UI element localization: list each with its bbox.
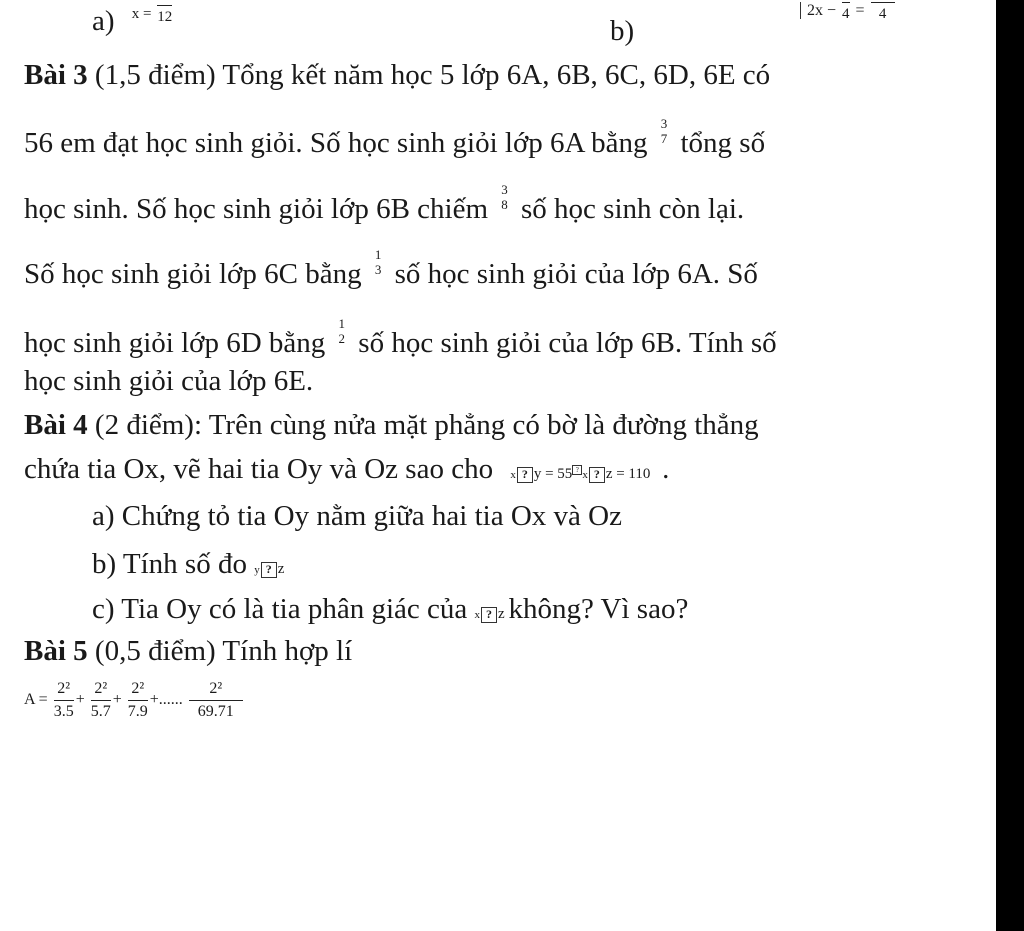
top-b-math — [800, 0, 897, 23]
bai5-term1 — [54, 680, 74, 721]
dots: +...... — [149, 691, 183, 709]
bai3-line6 — [24, 364, 313, 398]
bai5-A: A = — [24, 691, 48, 709]
top-b-bar2 — [871, 2, 895, 3]
right-edge-bar — [996, 0, 1024, 931]
bai4-b-text: b) Tính số đo — [92, 548, 247, 580]
top-a-eq: x = — [131, 6, 152, 22]
bai3-line2 — [24, 116, 766, 160]
bai4-title: Bài 4 — [24, 409, 88, 441]
frac-num: 1 — [374, 247, 382, 263]
angle-x-label: x — [582, 469, 588, 481]
bai3-l5a: học sinh giỏi lớp 6D bằng — [24, 327, 326, 359]
top-b-den1: 4 — [842, 6, 850, 22]
angle-x-label: x — [510, 469, 516, 481]
frac-num: 3 — [660, 116, 668, 132]
top-a-frac — [157, 3, 172, 26]
term-bar — [91, 700, 111, 701]
top-b-frac1 — [842, 0, 850, 23]
bai3-score: (1,5 điểm) Tổng kết năm học 5 lớp 6A, 6B, 6C, 6D, 6E có — [87, 59, 771, 91]
missing-glyph-icon: ? — [261, 562, 277, 578]
angle-xoz-expr — [475, 606, 509, 622]
angle-z-label: z — [498, 606, 505, 622]
angle-x-label: x — [474, 609, 481, 621]
bai3-l2b: tổng số — [680, 127, 766, 159]
top-a — [92, 4, 174, 43]
term-den: 5.7 — [90, 703, 111, 720]
top-b-expr: 2x − — [800, 2, 836, 19]
bai4-c — [92, 592, 688, 632]
term-bar — [128, 700, 148, 701]
frac-den: 2 — [338, 331, 346, 347]
top-b-frac2 — [871, 0, 895, 23]
bai4-a-text: a) Chứng tỏ tia Oy nằm giữa hai tia Ox và Oz — [92, 500, 622, 532]
top-a-label: a) — [92, 5, 115, 37]
plus-sign: + — [112, 691, 122, 709]
bai4-b — [92, 547, 284, 587]
term-num: 2² — [209, 680, 223, 697]
angle-xoy-value: y = 55 — [533, 466, 573, 482]
missing-glyph-icon: ? — [481, 607, 497, 623]
bai3-l2a: 56 em đạt học sinh giỏi. Số học sinh giỏi lớp 6A bằng — [24, 127, 648, 159]
top-a-den: 12 — [157, 9, 173, 26]
term-num: 2² — [131, 680, 145, 697]
bai4-c-text: c) Tia Oy có là tia phân giác của — [92, 593, 468, 625]
fraction-3-7 — [661, 116, 668, 146]
frac-num: 1 — [338, 316, 346, 332]
term-bar — [54, 700, 74, 701]
bai4-a — [92, 499, 622, 533]
frac-den: 8 — [501, 197, 508, 213]
bai4-l2-end: . — [662, 453, 670, 485]
bai3-line3 — [24, 182, 745, 226]
top-b-label: b) — [610, 15, 635, 47]
frac-num: 3 — [501, 182, 508, 198]
term-den: 69.71 — [197, 703, 234, 720]
angle-xoz-value: z = 110 — [605, 466, 651, 482]
top-b-eq: = — [855, 2, 865, 20]
top-b-den2: 4 — [878, 6, 887, 22]
fraction-1-3 — [375, 247, 382, 277]
bai5-expression — [24, 680, 245, 721]
bai5-title: Bài 5 — [24, 635, 88, 667]
bai3-l4a: Số học sinh giỏi lớp 6C bằng — [24, 258, 362, 290]
missing-glyph-icon: ? — [517, 467, 533, 483]
top-b — [610, 14, 634, 48]
bai5-term2 — [91, 680, 111, 721]
term-num: 2² — [94, 680, 108, 697]
bai5-score: (0,5 điểm) Tính hợp lí — [87, 635, 353, 667]
angle-z-label: z — [277, 561, 285, 577]
angle-xoy-expr — [510, 466, 654, 482]
bai4-line1 — [24, 408, 759, 442]
term-num: 2² — [57, 680, 71, 697]
term-bar — [189, 700, 243, 701]
bai3-l3b: số học sinh còn lại. — [521, 193, 745, 225]
bai3-l6: học sinh giỏi của lớp 6E. — [24, 365, 314, 397]
frac-den: 7 — [660, 131, 668, 147]
bai5-line1 — [24, 634, 352, 668]
frac-den: 3 — [374, 262, 382, 278]
angle-y-label: y — [254, 564, 260, 576]
plus-sign: + — [75, 691, 85, 709]
bai4-score: (2 điểm): Trên cùng nửa mặt phẳng có bờ là đường thẳng — [87, 409, 759, 441]
top-a-bar — [157, 5, 172, 6]
bai5-term3 — [128, 680, 148, 721]
fraction-1-2 — [339, 316, 346, 346]
term-den: 7.9 — [127, 703, 148, 720]
bai3-l5b: số học sinh giỏi của lớp 6B. Tính số — [358, 327, 777, 359]
fraction-3-8 — [501, 182, 508, 212]
bai4-c-end: không? Vì sao? — [508, 593, 689, 625]
bai4-l2a: chứa tia Ox, vẽ hai tia Oy và Oz sao cho — [24, 453, 494, 485]
bai4-line2 — [24, 452, 669, 492]
missing-glyph-icon: ? — [589, 467, 605, 483]
bai3-l4b: số học sinh giỏi của lớp 6A. Số — [394, 258, 758, 290]
term-den: 3.5 — [53, 703, 74, 720]
top-b-bar1 — [842, 2, 850, 3]
bai3-l3a: học sinh. Số học sinh giỏi lớp 6B chiếm — [24, 193, 489, 225]
missing-glyph-icon: ? — [572, 465, 582, 475]
bai3-line4 — [24, 247, 758, 291]
top-a-math — [131, 6, 174, 26]
bai3-title: Bài 3 — [24, 59, 88, 91]
bai5-term-last — [189, 680, 243, 721]
bai3-line5 — [24, 316, 777, 360]
bai3-line1 — [24, 58, 770, 92]
angle-yoz-expr — [254, 561, 284, 577]
